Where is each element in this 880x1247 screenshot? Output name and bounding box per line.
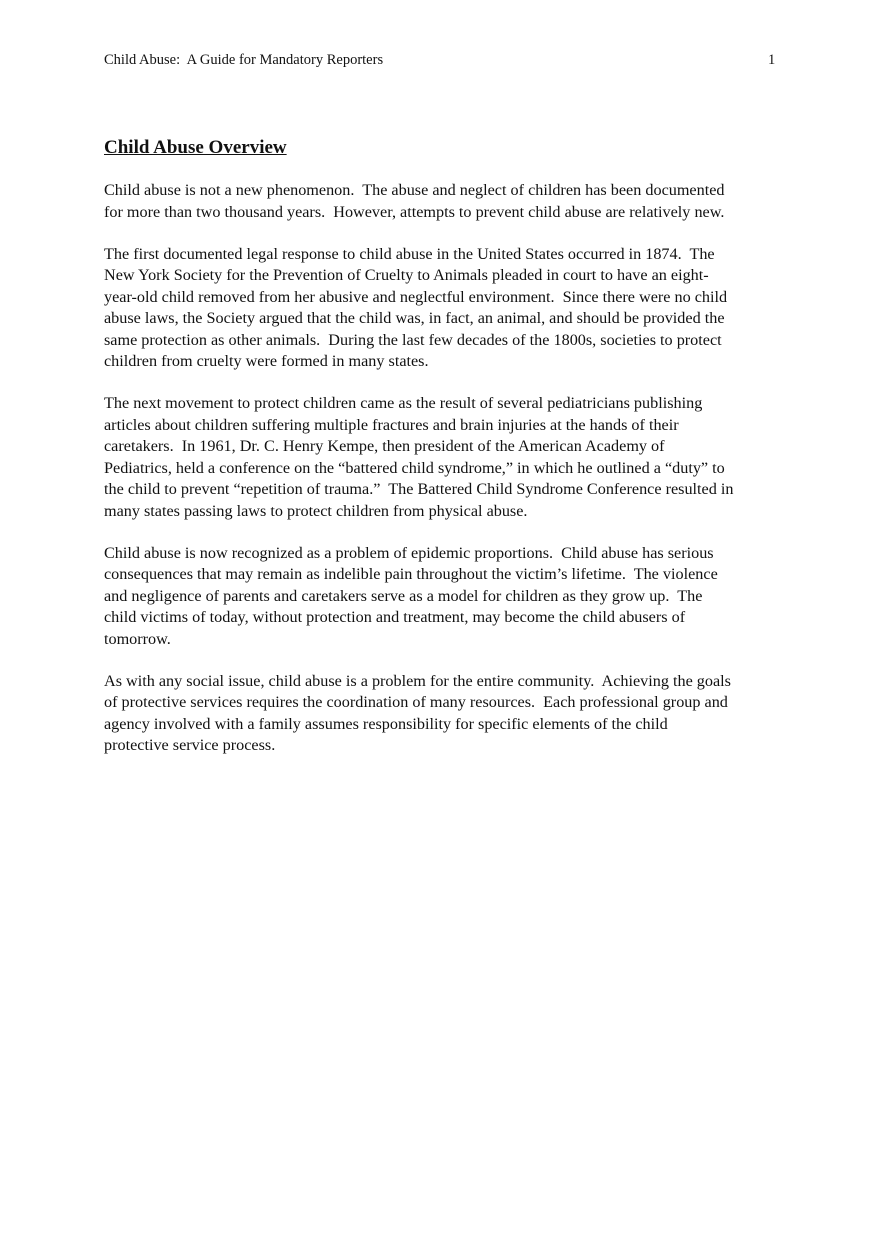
paragraph (104, 393, 784, 522)
text-line: child victims of today, without protection and treatment, may become the child abusers of (104, 608, 686, 626)
text-line: tomorrow. (104, 629, 171, 648)
paragraph (104, 180, 784, 223)
text-line: The first documented legal response to child abuse in the United States occurred in 1874. The (104, 244, 715, 263)
page-title: Child Abuse Overview (104, 137, 287, 158)
text-line: consequences that may remain as indelible pain throughout the victim’s lifetime. The violence (104, 565, 718, 583)
text-line: Pediatrics, held a conference on the “battered child syndrome,” in which he outlined a “duty” to (104, 458, 725, 477)
text-line: and negligence of parents and caretakers serve as a model for children as they grow up. The (104, 586, 703, 605)
paragraph (104, 244, 784, 373)
text-line: The next movement to protect children came as the result of several pediatricians publishing (104, 394, 703, 412)
paragraph (104, 671, 784, 757)
text-line: articles about children suffering multiple fractures and brain injuries at the hands of their (104, 415, 679, 434)
body-text (104, 180, 784, 777)
text-line: abuse laws, the Society argued that the child was, in fact, an animal, and should be provided the (104, 309, 725, 327)
text-line: children from cruelty were formed in many states. (104, 352, 429, 370)
text-line: agency involved with a family assumes responsibility for specific elements of the child (104, 714, 668, 733)
text-line: New York Society for the Prevention of Cruelty to Animals pleaded in court to have an eight- (104, 266, 709, 284)
text-line: As with any social issue, child abuse is a problem for the entire community. Achieving the goals (104, 671, 731, 690)
text-line: the child to prevent “repetition of trauma.” The Battered Child Syndrome Conference resulted in (104, 480, 734, 498)
text-line: Child abuse is now recognized as a problem of epidemic proportions. Child abuse has serious (104, 543, 714, 562)
text-line: of protective services requires the coordination of many resources. Each professional group and (104, 693, 728, 711)
page-number: 1 (768, 52, 776, 68)
text-line: caretakers. In 1961, Dr. C. Henry Kempe, then president of the American Academy of (104, 437, 665, 455)
text-line: many states passing laws to protect children from physical abuse. (104, 501, 528, 520)
paragraph (104, 543, 784, 651)
text-line: Child abuse is not a new phenomenon. The abuse and neglect of children has been documented (104, 181, 725, 199)
text-line: year-old child removed from her abusive and neglectful environment. Since there were no child (104, 287, 728, 306)
text-line: protective service process. (104, 736, 276, 754)
running-header-title: Child Abuse: A Guide for Mandatory Reporters (104, 52, 384, 68)
text-line: same protection as other animals. During the last few decades of the 1800s, societies to protect (104, 330, 722, 349)
text-line: for more than two thousand years. However, attempts to prevent child abuse are relatively new. (104, 202, 725, 221)
